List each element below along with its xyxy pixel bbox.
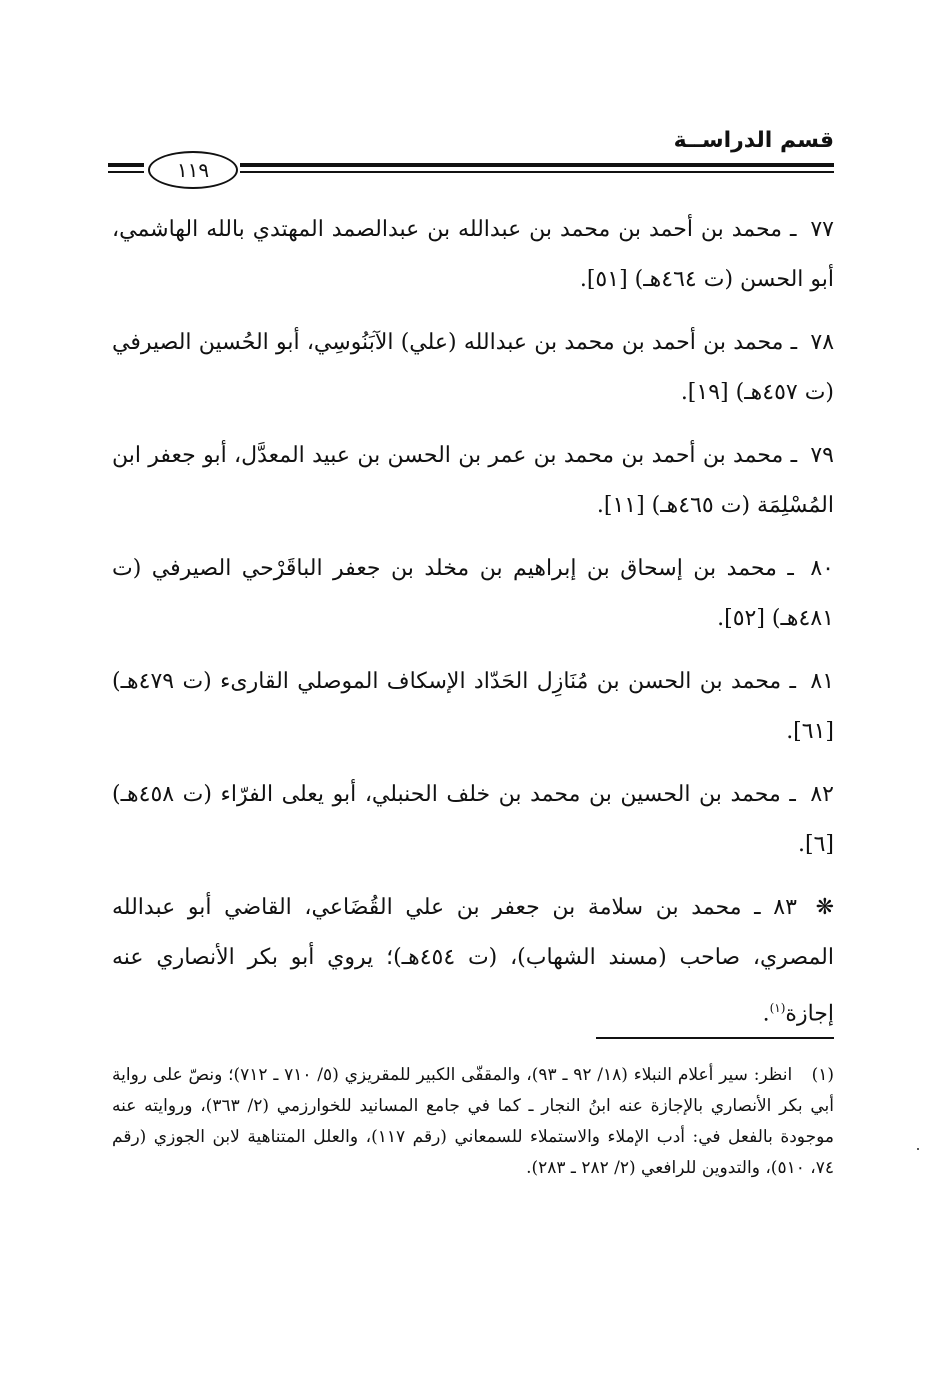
entry-text: ـ محمد بن أحمد بن محمد بن عبدالله (علي) الآبَنُوسِي، أبو الحُسين الصيرفي (ت ٤٥٧هـ) [١٩]. <box>112 330 834 405</box>
entry-text: ـ محمد بن الحسن بن مُنَازِل الحَدّاد الإسكاف الموصلي القارىء (ت ٤٧٩هـ) [٦١]. <box>112 669 834 744</box>
entry-end-punct: . <box>762 1001 770 1027</box>
entry-number: ٨٠ <box>810 556 834 581</box>
entries-list <box>112 205 834 1052</box>
header-rule <box>240 163 834 167</box>
list-item <box>112 544 834 644</box>
entry-text: ـ محمد بن إسحاق بن إبراهيم بن مخلد بن جعفر الباقَرْحي الصيرفي (ت ٤٨١هـ) [٥٢]. <box>112 556 834 631</box>
entry-text: ـ محمد بن أحمد بن محمد بن عبدالله بن عبدالصمد المهتدي بالله الهاشمي، أبو الحسن (ت ٤٦٤هـ) [٥١]. <box>112 217 834 292</box>
list-item <box>112 657 834 757</box>
footnote-separator <box>596 1037 834 1039</box>
entry-number: ٨١ <box>810 669 835 694</box>
footnote <box>112 1060 834 1184</box>
star-icon: ❋ <box>815 895 834 920</box>
footnote-text: انظر: سير أعلام النبلاء (١٨/ ٩٢ ـ ٩٣)، والمقفّى الكبير للمقريزي (٥/ ٧١٠ ـ ٧١٢)؛ ونصّ على رواية أبي بكر الأنصاري بالإجازة عنه ابنُ النجار ـ كما في جامع المسانيد للخوارزمي (٢/ ٣٦٣)، وروايته عنه موجودة بالفعل في: أدب الإملاء والاستملاء للسمعاني (رقم ١١٧)، والعلل المتناهية لابن الجوزي (رقم ٧٤، ٥١٠)، والتدوين للرافعي (٢/ ٢٨٢ ـ ٢٨٣). <box>112 1065 834 1178</box>
header-rule-thin <box>240 171 834 173</box>
list-item <box>112 205 834 305</box>
scan-speck <box>917 1148 919 1150</box>
entry-number: ٨٢ <box>810 782 834 807</box>
page-number <box>148 151 238 189</box>
list-item <box>112 318 834 418</box>
entry-text: ـ محمد بن أحمد بن محمد بن عمر بن الحسن بن عبيد المعدَّل، أبو جعفر ابن المُسْلِمَة (ت ٤٦٥هـ) [١١]. <box>112 443 834 518</box>
entry-number: ٧٨ <box>810 330 835 355</box>
page-number-text: ١١٩ <box>176 158 210 182</box>
footnote-reference[interactable]: (١) <box>769 1001 786 1015</box>
entry-number: ٧٩ <box>810 443 834 468</box>
running-header-title: قسم الدراســة <box>673 128 834 153</box>
footnote-marker: (١) <box>811 1065 834 1085</box>
list-item <box>112 883 834 1039</box>
list-item <box>112 431 834 531</box>
list-item <box>112 770 834 870</box>
header-rule-left-stub-thin <box>108 171 144 173</box>
header-rule-left-stub <box>108 163 144 167</box>
entry-text: ـ محمد بن الحسين بن محمد بن خلف الحنبلي، أبو يعلى الفرّاء (ت ٤٥٨هـ) [٦]. <box>112 782 834 857</box>
entry-number: ٧٧ <box>810 217 834 242</box>
entry-text: ـ محمد بن سلامة بن جعفر بن علي القُضَاعي، القاضي أبو عبدالله المصري، صاحب (مسند الشهاب)، (ت ٤٥٤هـ)؛ يروي أبو بكر الأنصاري عنه إجازة <box>112 895 834 1027</box>
entry-number: ٨٣ <box>773 895 797 920</box>
